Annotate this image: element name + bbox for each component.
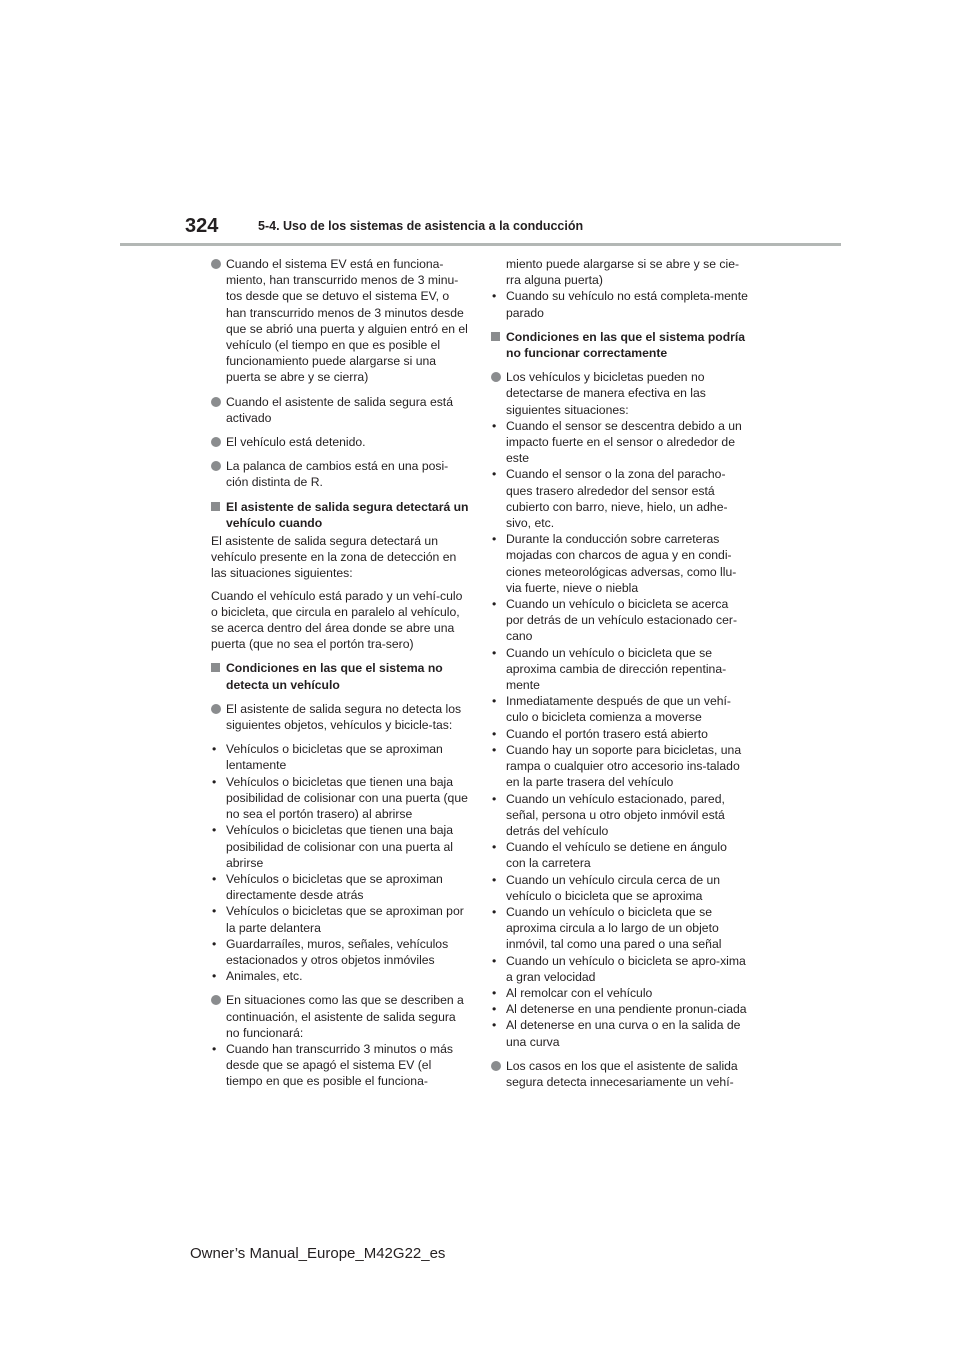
bullet-item: • Cuando el portón trasero está abierto xyxy=(491,726,749,742)
bullet-item: • Cuando el sensor o la zona del paracho-ques trasero alrededor del sensor está cubierto con barro, nieve, hielo, un adhe-sivo, etc. xyxy=(491,466,749,531)
paragraph: El asistente de salida segura detectará un vehículo presente en la zona de detección en las situaciones siguientes: xyxy=(211,534,457,581)
bullet-dot-icon xyxy=(491,1061,501,1071)
item-text: El vehículo está detenido. xyxy=(226,435,366,450)
bullet-item: • Animales, etc. xyxy=(211,968,469,984)
bullet-item: • Vehículos o bicicletas que se aproximan directamente desde atrás xyxy=(211,871,469,903)
heading-text: Condiciones en las que el sistema no detecta un vehículo xyxy=(226,661,443,692)
item-text: Los casos en los que el asistente de salida segura detecta innecesariamente un vehí- xyxy=(506,1058,738,1089)
bullet-dot-icon xyxy=(211,461,221,471)
section-heading xyxy=(491,329,749,361)
square-bullet-icon xyxy=(211,663,220,672)
continued-text: miento puede alargarse si se abre y se cie-rra alguna puerta) xyxy=(506,257,740,288)
bullet-list xyxy=(211,741,469,984)
square-bullet-icon xyxy=(491,332,500,341)
bullet-item: • Cuando un vehículo o bicicleta se acerca por detrás de un vehículo estacionado cer-cano xyxy=(491,596,749,645)
list-item xyxy=(211,256,469,386)
item-text: El asistente de salida segura no detecta los siguientes objetos, vehículos y bicicle-tas: xyxy=(226,701,462,733)
bullet-item: • Cuando un vehículo o bicicleta que se aproxima circula a lo largo de un objeto inmóvil, tal como una pared o una señal xyxy=(491,904,749,953)
bullet-item: • Cuando un vehículo o bicicleta que se aproxima cambia de dirección repentina-mente xyxy=(491,645,749,694)
item-text: Cuando el asistente de salida segura está activado xyxy=(226,394,453,425)
heading-text: El asistente de salida segura detectará un vehículo cuando xyxy=(226,499,469,530)
bullet-dot-icon xyxy=(211,995,221,1005)
bullet-dot-icon xyxy=(491,372,501,382)
paragraph: Cuando el vehículo está parado y un vehí-culo o bicicleta, que circula en paralelo al vehículo, se acerca dentro del área donde se abre una puerta (que no sea el portón tra-sero) xyxy=(211,588,463,652)
page-number: 324 xyxy=(185,215,219,237)
item-text: Cuando el sistema EV está en funciona-miento, han transcurrido menos de 3 minu-tos desde que se detuvo el sistema EV, o han transcurrido menos de 3 minutos desde que se abrió una puerta y alguien entró en el vehículo (el tiempo en que es posible el funcionamiento puede alargarse si una puerta se abre y se cierra) xyxy=(226,257,468,385)
bullet-dot-icon xyxy=(211,704,221,714)
list-item xyxy=(211,434,469,450)
item-text: En situaciones como las que se describen a continuación, el asistente de salida segura no funcionará: xyxy=(226,993,464,1040)
list-item xyxy=(491,1058,749,1090)
bullet-item: • Cuando hay un soporte para bicicletas, una rampa o cualquier otro accesorio ins-talado en la parte trasera del vehículo xyxy=(491,742,749,791)
heading-text: Condiciones en las que el sistema podría no funcionar correctamente xyxy=(506,329,746,361)
bullet-list xyxy=(491,288,749,320)
item-text: Los vehículos y bicicletas pueden no detectarse de manera efectiva en las siguientes situaciones: xyxy=(506,370,706,417)
bullet-item: • Cuando un vehículo circula cerca de un vehículo o bicicleta que se aproxima xyxy=(491,872,749,904)
square-bullet-icon xyxy=(211,502,220,511)
bullet-item: • Al detenerse en una pendiente pronun-ciada xyxy=(491,1001,749,1017)
bullet-list xyxy=(491,418,749,1050)
bullet-item: • Vehículos o bicicletas que tienen una baja posibilidad de colisionar con una puerta (que no sea el portón trasero) al abrirse xyxy=(211,774,469,823)
bullet-item: • Vehículos o bicicletas que tienen una baja posibilidad de colisionar con una puerta al abrirse xyxy=(211,822,469,871)
bullet-dot-icon xyxy=(211,437,221,447)
bullet-item: • Guardarraíles, muros, señales, vehículos estacionados y otros objetos inmóviles xyxy=(211,936,469,968)
bullet-item: • Al detenerse en una curva o en la salida de una curva xyxy=(491,1017,749,1049)
list-item xyxy=(211,992,469,1041)
bullet-item: • Inmediatamente después de que un vehí-culo o bicicleta comienza a moverse xyxy=(491,693,749,725)
section-heading xyxy=(211,660,469,692)
bullet-item: • Cuando el sensor se descentra debido a un impacto fuerte en el sensor o alrededor de este xyxy=(491,418,749,467)
list-item xyxy=(211,701,469,733)
item-text: La palanca de cambios está en una posi-ción distinta de R. xyxy=(226,459,449,490)
section-heading xyxy=(211,499,469,531)
section-title: 5-4. Uso de los sistemas de asistencia a la conducción xyxy=(258,219,584,233)
list-item xyxy=(211,458,469,490)
bullet-item: • Cuando un vehículo o bicicleta se apro-xima a gran velocidad xyxy=(491,953,749,985)
bullet-item: • Durante la conducción sobre carreteras mojadas con charcos de agua y en condi-ciones meteorológicas adversas, como llu-via fuerte, nieve o niebla xyxy=(491,531,749,596)
bullet-list xyxy=(211,1041,469,1090)
bullet-item: • Cuando un vehículo estacionado, pared, señal, persona u otro objeto inmóvil está detrás del vehículo xyxy=(491,791,749,840)
list-item xyxy=(211,394,469,426)
bullet-dot-icon xyxy=(211,259,221,269)
bullet-item: • Cuando su vehículo no está completa-mente parado xyxy=(491,288,749,320)
right-column xyxy=(491,256,749,1098)
bullet-item: • Cuando han transcurrido 3 minutos o más desde que se apagó el sistema EV (el tiempo en que es posible el funciona- xyxy=(211,1041,469,1090)
footer-manual-id: Owner’s Manual_Europe_M42G22_es xyxy=(190,1245,446,1262)
bullet-item: • Vehículos o bicicletas que se aproximan lentamente xyxy=(211,741,469,773)
bullet-item: • Vehículos o bicicletas que se aproximan por la parte delantera xyxy=(211,903,469,935)
bullet-item: • Al remolcar con el vehículo xyxy=(491,985,749,1001)
bullet-dot-icon xyxy=(211,397,221,407)
list-item xyxy=(491,369,749,418)
bullet-item: • Cuando el vehículo se detiene en ángulo con la carretera xyxy=(491,839,749,871)
header-divider xyxy=(120,243,841,246)
left-column xyxy=(211,256,469,1090)
